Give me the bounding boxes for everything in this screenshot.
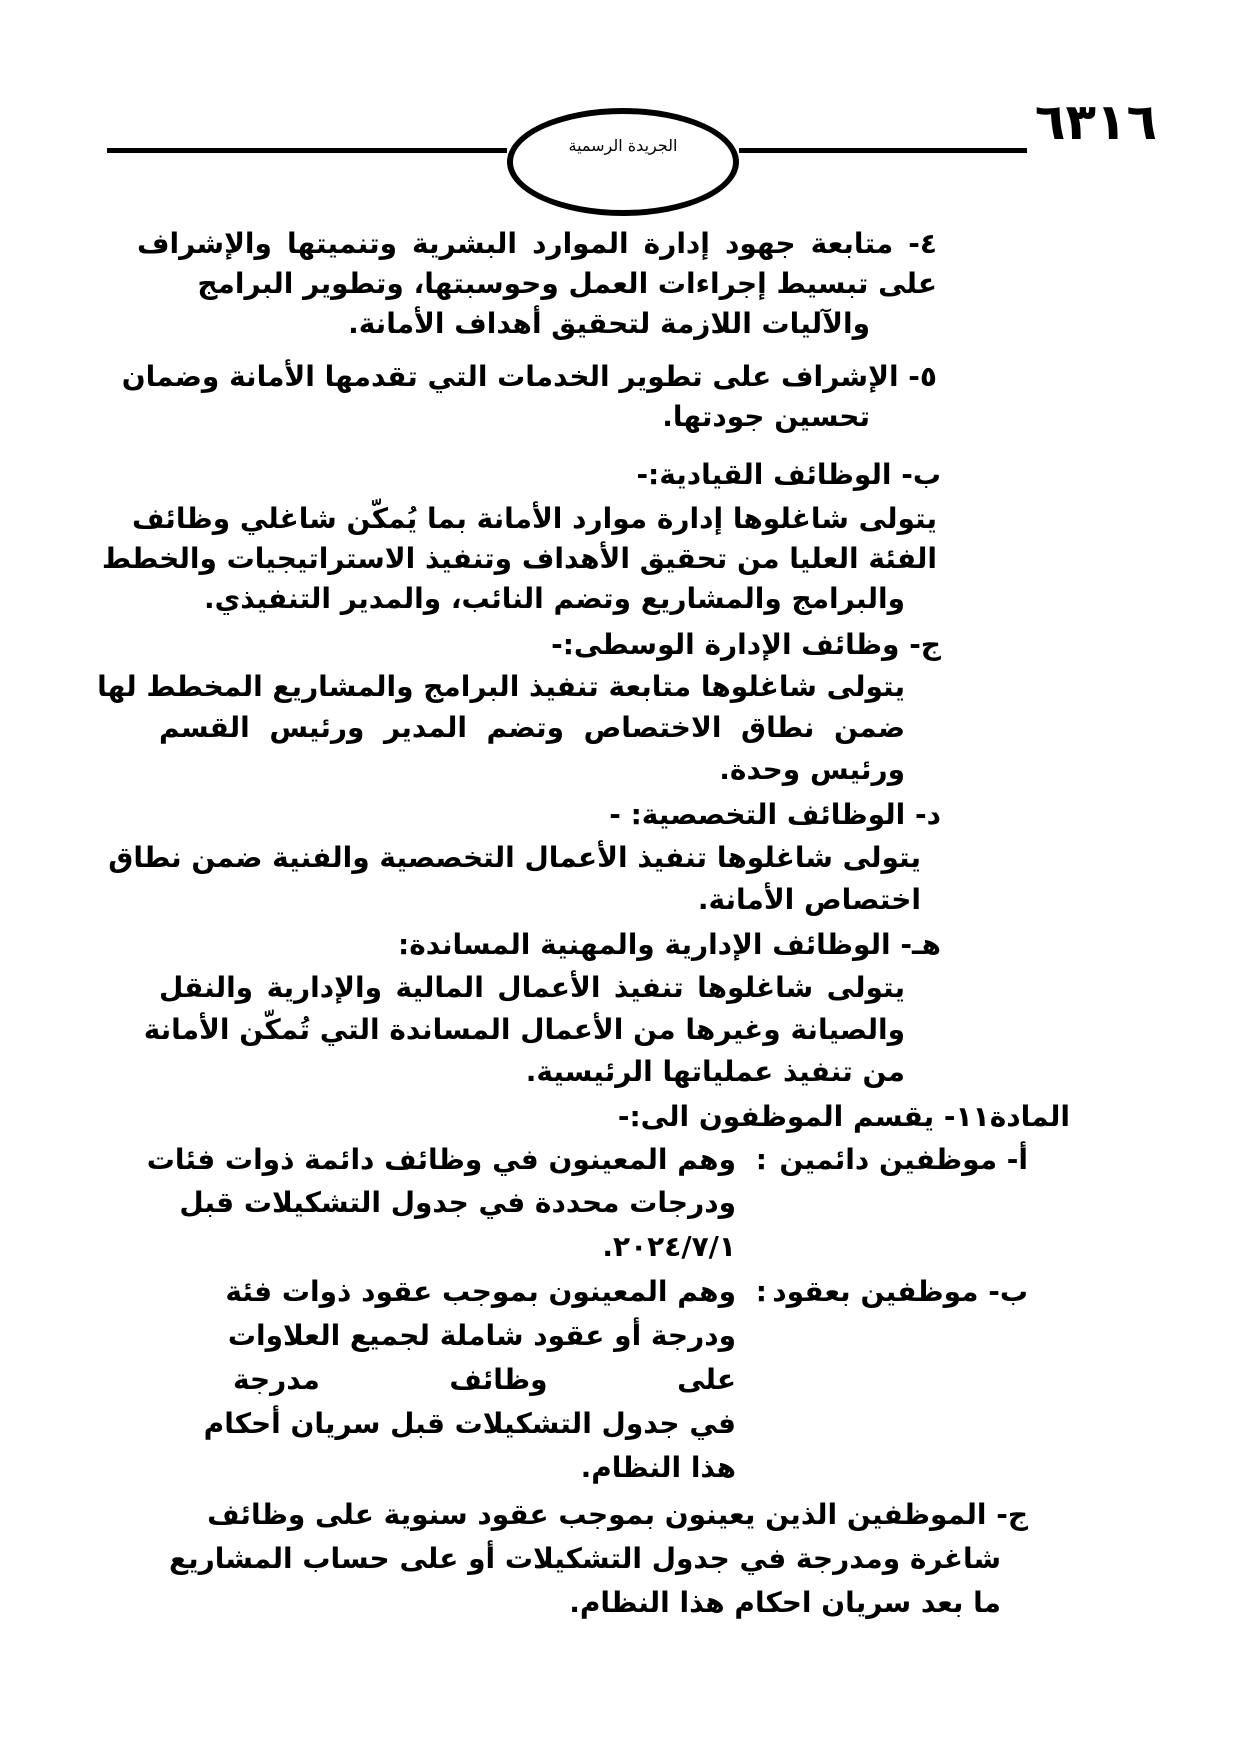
section-b-line-3: والبرامج والمشاريع وتضم النائب، والمدير التنفيذي.	[204, 582, 905, 615]
article-11-item-b-line-4: في جدول التشكيلات قبل سريان أحكام	[203, 1407, 736, 1440]
article-11-item-a-line-2: ودرجات محددة في جدول التشكيلات قبل	[179, 1186, 736, 1219]
item-4-line-3: والآليات اللازمة لتحقيق أهداف الأمانة.	[348, 307, 870, 340]
page-number: ٦٣١٦	[1034, 93, 1157, 151]
article-11-item-a-colon: :	[755, 1143, 767, 1176]
item-4-line-1: ٤- متابعة جهود إدارة الموارد البشرية وتنميتها والإشراف	[137, 227, 937, 260]
section-c-line-3: ورئيس وحدة.	[719, 753, 905, 786]
section-b-heading: ب- الوظائف القيادية:-	[636, 458, 941, 491]
section-b-line-2: الفئة العليا من تحقيق الأهداف وتنفيذ الاستراتيجيات والخطط	[101, 542, 937, 575]
section-b-line-1: يتولى شاغلوها إدارة موارد الأمانة بما يُمكّن شاغلي وظائف	[131, 502, 937, 535]
article-11-item-b-line-5: هذا النظام.	[580, 1451, 736, 1484]
article-11-item-c-line-3: ما بعد سريان احكام هذا النظام.	[569, 1586, 1001, 1619]
item-5-line-2: تحسين جودتها.	[662, 400, 870, 433]
section-e-line-3: من تنفيذ عملياتها الرئيسية.	[525, 1055, 905, 1088]
section-c-line-2: ضمن نطاق الاختصاص وتضم المدير ورئيس القسم	[159, 711, 905, 744]
header-rule-right	[739, 148, 1027, 153]
article-11-item-c-line-1: ج- الموظفين الذين يعينون بموجب عقود سنوية على وظائف	[207, 1498, 1028, 1531]
article-11-item-a-line-1: وهم المعينون في وظائف دائمة ذوات فئات	[146, 1143, 736, 1176]
section-d-heading: د- الوظائف التخصصية: -	[609, 798, 941, 831]
section-c-heading: ج- وظائف الإدارة الوسطى:-	[551, 628, 941, 661]
section-c-line-1: يتولى شاغلوها متابعة تنفيذ البرامج والمشاريع المخطط لها	[97, 670, 905, 703]
section-e-heading: هـ- الوظائف الإدارية والمهنية المساندة:	[398, 928, 941, 961]
article-11-item-a-line-3: ٢٠٢٤/٧/١.	[602, 1230, 736, 1263]
section-e-line-2: والصيانة وغيرها من الأعمال المساندة التي تُمكّن الأمانة	[143, 1013, 905, 1046]
article-11-item-b-colon: :	[755, 1275, 767, 1308]
article-11-item-b-label: ب- موظفين بعقود	[772, 1275, 1028, 1308]
article-11-item-b-line-2: ودرجة أو عقود شاملة لجميع العلاوات	[227, 1319, 736, 1352]
article-11-item-b-line-3: على وظائف مدرجة	[233, 1363, 736, 1396]
section-d-line-1: يتولى شاغلوها تنفيذ الأعمال التخصصية والفنية ضمن نطاق	[108, 841, 921, 874]
article-11-heading: المادة١١- يقسم الموظفون الى:-	[617, 1100, 1070, 1133]
article-11-item-c-line-2: شاغرة ومدرجة في جدول التشكيلات أو على حساب المشاريع	[168, 1542, 1001, 1575]
item-4-line-2: على تبسيط إجراءات العمل وحوسبتها، وتطوير البرامج	[197, 267, 937, 300]
header-rule-left	[107, 148, 507, 153]
header-title: الجريدة الرسمية	[568, 136, 678, 155]
header-oval	[507, 108, 739, 216]
section-e-line-1: يتولى شاغلوها تنفيذ الأعمال المالية والإدارية والنقل	[159, 971, 905, 1004]
article-11-item-b-line-1: وهم المعينون بموجب عقود ذوات فئة	[225, 1275, 736, 1308]
section-d-line-2: اختصاص الأمانة.	[697, 883, 921, 916]
item-5-line-1: ٥- الإشراف على تطوير الخدمات التي تقدمها الأمانة وضمان	[121, 360, 937, 393]
article-11-item-a-label: أ- موظفين دائمين	[779, 1143, 1028, 1176]
